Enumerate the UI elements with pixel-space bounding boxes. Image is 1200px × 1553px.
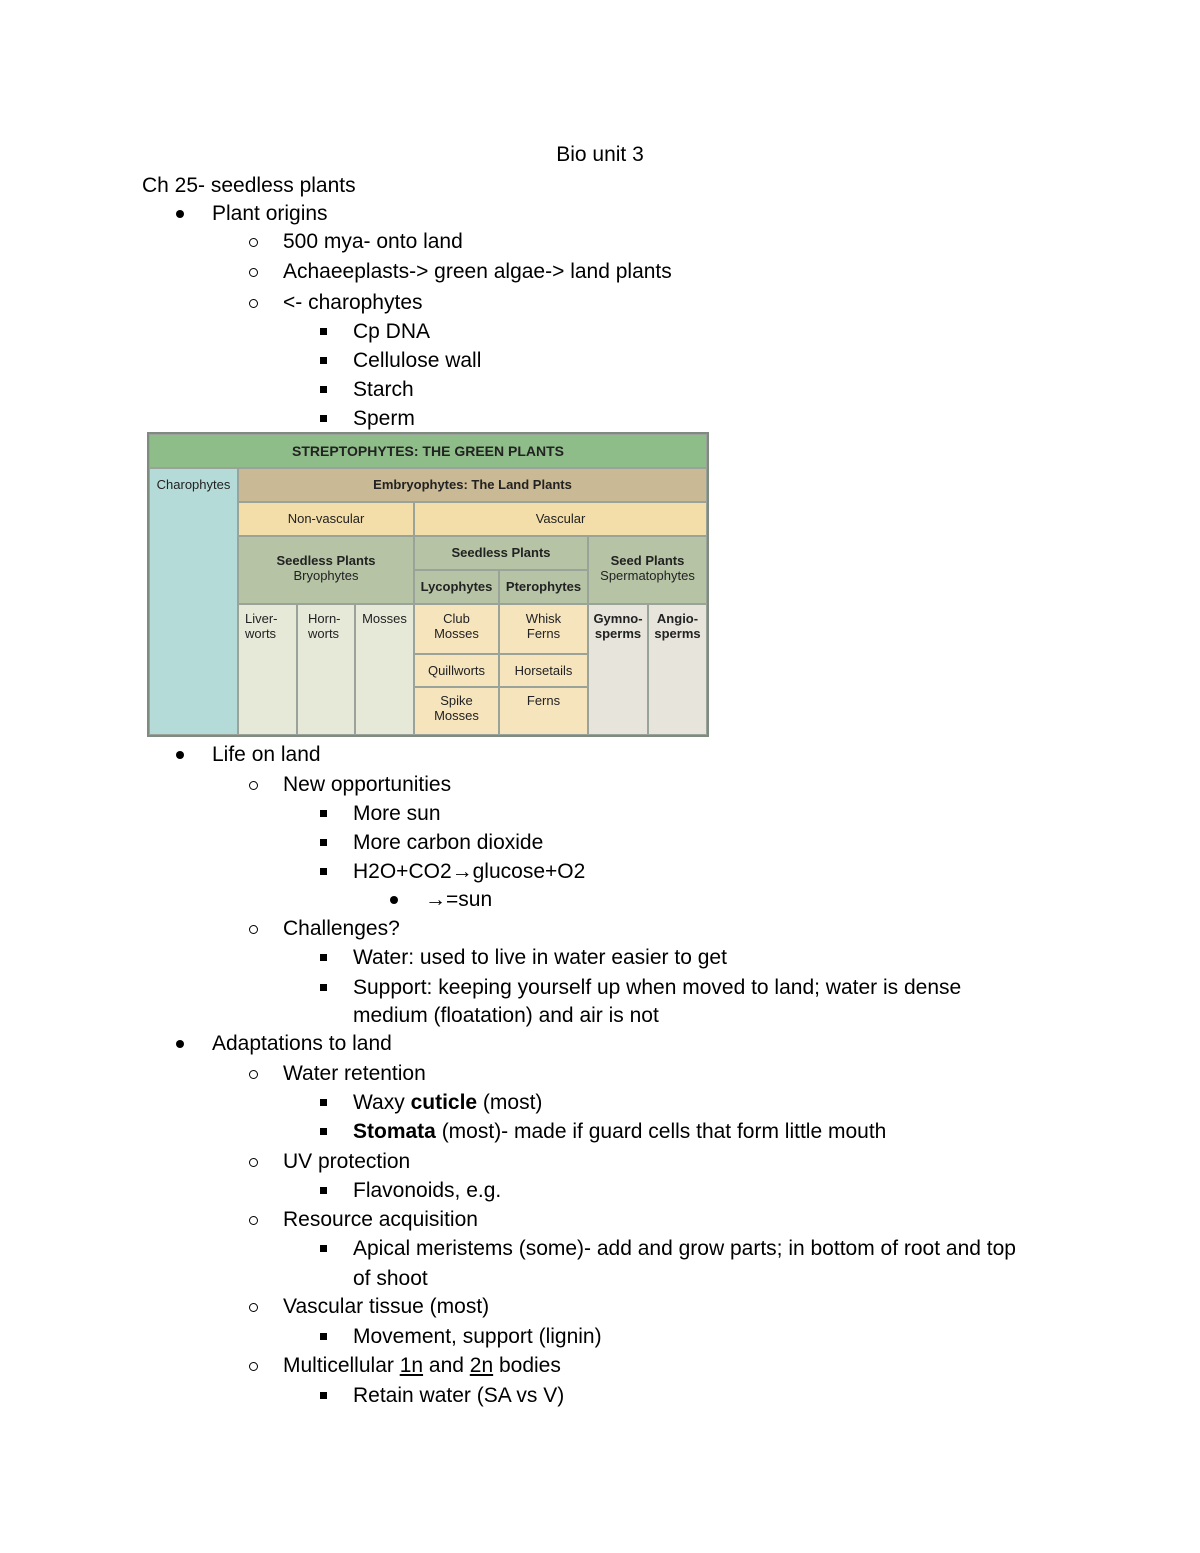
vascular-cell: Vascular	[414, 502, 707, 536]
seed-plants-title: Seed Plants	[610, 553, 685, 568]
bold-term: cuticle	[410, 1091, 478, 1114]
square-bullet-icon	[320, 810, 327, 817]
bullet-icon	[176, 751, 184, 759]
square-bullet-icon	[320, 357, 327, 364]
circle-bullet-icon	[249, 1070, 258, 1079]
square-bullet-icon	[320, 1392, 327, 1399]
club-mosses-cell: Club Mosses	[414, 604, 499, 654]
outline-item: More sun	[353, 802, 441, 825]
pterophytes-cell: Pterophytes	[499, 570, 588, 604]
circle-bullet-icon	[249, 238, 258, 247]
gymnosperms-cell: Gymno- sperms	[588, 604, 648, 735]
text-run: and	[423, 1354, 470, 1377]
text-run: (most)	[477, 1091, 543, 1114]
text-run: Waxy	[353, 1091, 411, 1114]
arrow-icon: →	[425, 888, 446, 911]
square-bullet-icon	[320, 868, 327, 875]
spike-mosses-cell: Spike Mosses	[414, 687, 499, 735]
arrow-meaning: =sun	[446, 888, 493, 911]
seedless-vascular-cell: Seedless Plants	[414, 536, 588, 570]
outline-item: Starch	[353, 378, 414, 401]
square-bullet-icon	[320, 1333, 327, 1340]
outline-item: Cp DNA	[353, 320, 431, 343]
diagram-header: STREPTOPHYTES: THE GREEN PLANTS	[149, 434, 707, 468]
equation-products: glucose+O2	[472, 860, 586, 883]
outline-item: Challenges?	[283, 917, 400, 940]
nonvascular-cell: Non-vascular	[238, 502, 414, 536]
square-bullet-icon	[320, 1245, 327, 1252]
outline-item	[353, 1091, 542, 1115]
arrow-icon: →	[451, 860, 473, 883]
square-bullet-icon	[320, 415, 327, 422]
circle-bullet-icon	[249, 268, 258, 277]
outline-item: <- charophytes	[283, 291, 423, 314]
outline-item: Retain water (SA vs V)	[353, 1384, 565, 1407]
text-run: (most)- made if guard cells that form little mouth	[435, 1120, 887, 1143]
outline-item	[283, 1354, 561, 1378]
outline-item: Adaptations to land	[212, 1032, 392, 1055]
ferns-cell: Ferns	[499, 687, 588, 735]
page-title: Bio unit 3	[556, 143, 644, 166]
square-bullet-icon	[320, 1099, 327, 1106]
outline-item: 500 mya- onto land	[283, 230, 463, 253]
seed-plants-subtitle: Spermatophytes	[600, 568, 695, 583]
charophytes-cell: Charophytes	[149, 468, 238, 735]
circle-bullet-icon	[249, 1158, 258, 1167]
chapter-heading: Ch 25- seedless plants	[142, 174, 356, 197]
outline-item: Plant origins	[212, 202, 328, 225]
bryophytes-subtitle: Bryophytes	[293, 568, 359, 583]
text-run: bodies	[493, 1354, 561, 1377]
mosses-cell: Mosses	[355, 604, 414, 735]
outline-item: Apical meristems (some)- add and grow parts; in bottom of root and top	[353, 1237, 1016, 1260]
outline-item: Water retention	[283, 1062, 426, 1085]
outline-item	[353, 1120, 886, 1144]
outline-item: Vascular tissue (most)	[283, 1295, 490, 1318]
bullet-icon	[176, 210, 184, 218]
square-bullet-icon	[320, 1128, 327, 1135]
outline-item: Support: keeping yourself up when moved to land; water is dense	[353, 976, 962, 999]
liverworts-cell: Liver- worts	[238, 604, 297, 735]
circle-bullet-icon	[249, 925, 258, 934]
circle-bullet-icon	[249, 1362, 258, 1371]
outline-item: New opportunities	[283, 773, 452, 796]
hornworts-cell: Horn- worts	[297, 604, 355, 735]
bryophytes-cell	[238, 536, 414, 604]
streptophytes-diagram	[147, 432, 709, 737]
bullet-icon	[390, 896, 398, 904]
outline-item: Water: used to live in water easier to get	[353, 946, 727, 969]
embryophytes-cell: Embryophytes: The Land Plants	[238, 468, 707, 502]
bryophytes-title: Seedless Plants	[276, 553, 376, 568]
outline-item-continued: medium (floatation) and air is not	[353, 1004, 659, 1027]
outline-item: Sperm	[353, 407, 415, 430]
circle-bullet-icon	[249, 1303, 258, 1312]
outline-item: Life on land	[212, 743, 321, 766]
quillworts-cell: Quillworts	[414, 654, 499, 687]
square-bullet-icon	[320, 954, 327, 961]
outline-item: Cellulose wall	[353, 349, 482, 372]
square-bullet-icon	[320, 984, 327, 991]
square-bullet-icon	[320, 1187, 327, 1194]
bold-term: Stomata	[353, 1120, 436, 1143]
outline-item-continued: of shoot	[353, 1267, 428, 1290]
outline-item: Flavonoids, e.g.	[353, 1179, 502, 1202]
text-run: Multicellular	[283, 1354, 400, 1377]
square-bullet-icon	[320, 328, 327, 335]
outline-item: Achaeeplasts-> green algae-> land plants	[283, 260, 672, 283]
outline-item	[425, 888, 492, 912]
underlined-term: 2n	[469, 1354, 494, 1377]
outline-item: More carbon dioxide	[353, 831, 544, 854]
equation-reactants: H2O+CO2	[353, 860, 452, 883]
angiosperms-cell: Angio- sperms	[648, 604, 707, 735]
circle-bullet-icon	[249, 1216, 258, 1225]
square-bullet-icon	[320, 839, 327, 846]
outline-item: Resource acquisition	[283, 1208, 478, 1231]
whisk-ferns-cell: Whisk Ferns	[499, 604, 588, 654]
horsetails-cell: Horsetails	[499, 654, 588, 687]
underlined-term: 1n	[399, 1354, 424, 1377]
circle-bullet-icon	[249, 781, 258, 790]
outline-item: Movement, support (lignin)	[353, 1325, 602, 1348]
bullet-icon	[176, 1040, 184, 1048]
seed-plants-cell	[588, 536, 707, 604]
outline-item: UV protection	[283, 1150, 411, 1173]
outline-item	[353, 860, 585, 884]
lycophytes-cell: Lycophytes	[414, 570, 499, 604]
square-bullet-icon	[320, 386, 327, 393]
circle-bullet-icon	[249, 299, 258, 308]
